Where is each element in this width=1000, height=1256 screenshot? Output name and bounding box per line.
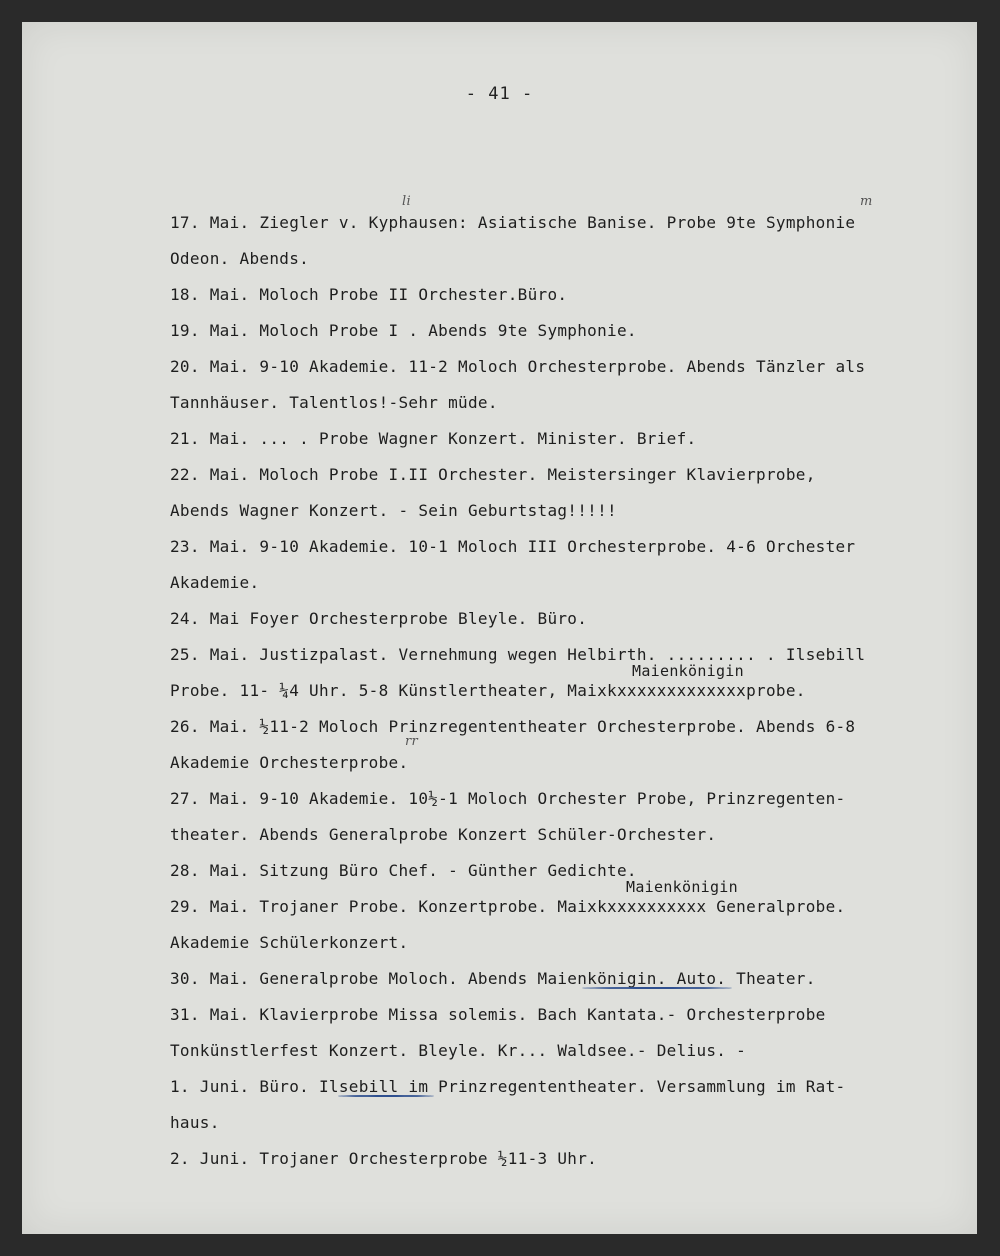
- entry-line: 31. Mai. Klavierprobe Missa solemis. Bach Kantata.- Orchesterprobe: [170, 1005, 826, 1024]
- entry-line: 18. Mai. Moloch Probe II Orchester.Büro.: [170, 285, 568, 304]
- entry-line: 26. Mai. ½11-2 Moloch Prinzregententheater Orchesterprobe. Abends 6-8: [170, 717, 856, 736]
- blue-underline: [338, 1095, 434, 1097]
- entry-line: 24. Mai Foyer Orchesterprobe Bleyle. Büro.: [170, 609, 588, 628]
- typed-insertion: Maienkönigin: [626, 878, 738, 896]
- entry-line: Odeon. Abends.: [170, 249, 310, 268]
- entry-line: 27. Mai. 9-10 Akademie. 10½-1 Moloch Orchester Probe, Prinzregenten-: [170, 789, 846, 808]
- entry-line: 20. Mai. 9-10 Akademie. 11-2 Moloch Orchesterprobe. Abends Tänzler als: [170, 357, 866, 376]
- entry-line: theater. Abends Generalprobe Konzert Schüler-Orchester.: [170, 825, 717, 844]
- entry-line: 28. Mai. Sitzung Büro Chef. - Günther Gedichte.: [170, 861, 637, 880]
- entry-line: 17. Mai. Ziegler v. Kyphausen: Asiatische Banise. Probe 9te Symphonie: [170, 213, 856, 232]
- blue-underline: [582, 987, 732, 989]
- pencil-correction: rr: [405, 734, 419, 749]
- entry-line: 1. Juni. Büro. Ilsebill im Prinzregententheater. Versammlung im Rat-: [170, 1077, 846, 1096]
- pencil-correction: li: [402, 194, 411, 209]
- entry-line: Abends Wagner Konzert. - Sein Geburtstag!!!!!: [170, 501, 617, 520]
- entry-line: Probe. 11- ¼4 Uhr. 5-8 Künstlertheater, Maixkxxxxxxxxxxxxxprobe.: [170, 681, 806, 700]
- entry-line: haus.: [170, 1113, 220, 1132]
- entry-line: Akademie Schülerkonzert.: [170, 933, 409, 952]
- entry-line: 23. Mai. 9-10 Akademie. 10-1 Moloch III Orchesterprobe. 4-6 Orchester: [170, 537, 856, 556]
- page-number: - 41 -: [465, 84, 534, 104]
- entry-line: 21. Mai. ... . Probe Wagner Konzert. Minister. Brief.: [170, 429, 697, 448]
- entry-line: Tonkünstlerfest Konzert. Bleyle. Kr... Waldsee.- Delius. -: [170, 1041, 747, 1060]
- typed-insertion: Maienkönigin: [632, 662, 744, 680]
- pencil-correction: m: [860, 194, 873, 209]
- entry-line: 22. Mai. Moloch Probe I.II Orchester. Meistersinger Klavierprobe,: [170, 465, 816, 484]
- typewritten-page: [22, 22, 977, 1234]
- entry-line: 29. Mai. Trojaner Probe. Konzertprobe. Maixkxxxxxxxxxx Generalprobe.: [170, 897, 846, 916]
- entry-line: 19. Mai. Moloch Probe I . Abends 9te Symphonie.: [170, 321, 637, 340]
- entry-line: 30. Mai. Generalprobe Moloch. Abends Maienkönigin. Auto. Theater.: [170, 969, 816, 988]
- entry-line: 25. Mai. Justizpalast. Vernehmung wegen Helbirth. ......... . Ilsebill: [170, 645, 866, 664]
- entry-line: Tannhäuser. Talentlos!-Sehr müde.: [170, 393, 498, 412]
- entry-line: Akademie Orchesterprobe.: [170, 753, 409, 772]
- entry-line: Akademie.: [170, 573, 260, 592]
- entry-line: 2. Juni. Trojaner Orchesterprobe ½11-3 Uhr.: [170, 1149, 598, 1168]
